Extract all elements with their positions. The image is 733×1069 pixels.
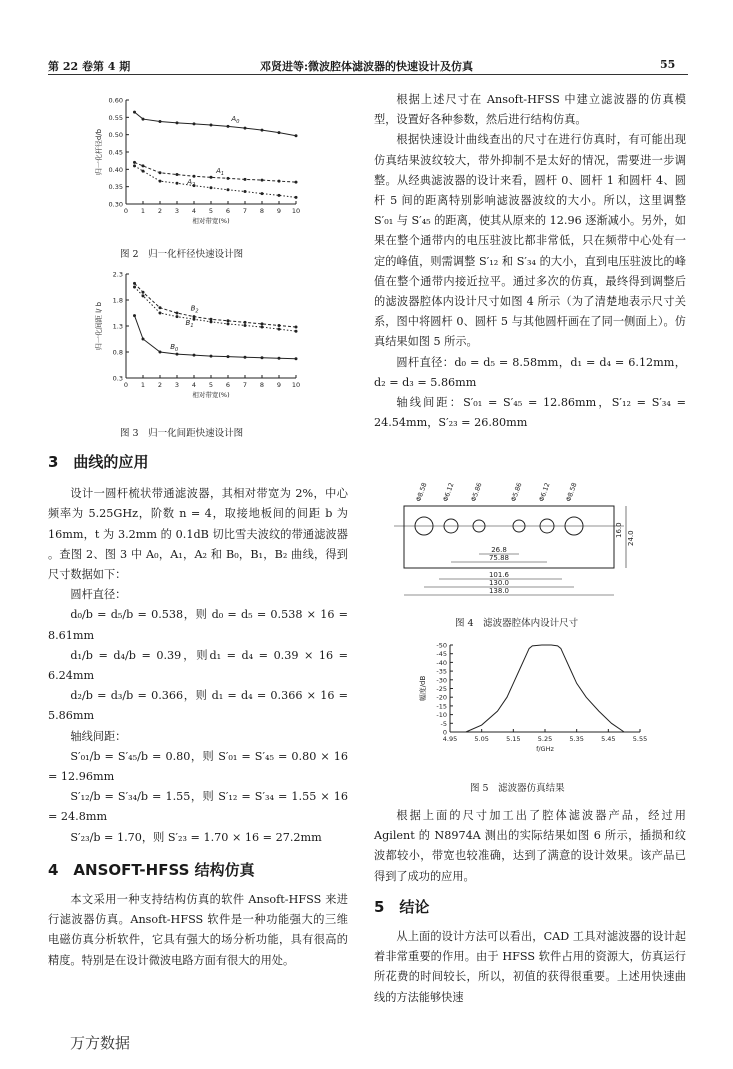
data-point	[159, 351, 162, 354]
y-tick-label: 1.8	[112, 296, 123, 305]
data-point	[159, 312, 162, 315]
data-point	[210, 355, 213, 358]
y-tick-label: 0.8	[112, 348, 123, 357]
data-point	[227, 177, 230, 180]
equation-d0: d₀/b = d₅/b = 0.538，则 d₀ = d₅ = 0.538 × 16 = 8.61mm	[48, 608, 348, 642]
x-tick-label: 5.15	[506, 735, 521, 743]
data-point	[227, 322, 230, 325]
right-paragraph-5: 根据上面的尺寸加工出了腔体滤波器产品，经过用 Agilent 的 N8974A 测出的实际结果如图 6 所示，插损和纹波都较小，带宽也较准确，达到了满意的设计效果。该产品已得到了成功的应用。	[374, 809, 686, 883]
data-point	[133, 286, 136, 289]
data-point	[193, 175, 196, 178]
data-point	[210, 123, 213, 126]
right-column-top	[374, 90, 686, 433]
x-tick-label: 7	[242, 381, 248, 389]
y-tick-label: 0.30	[108, 200, 123, 209]
x-axis-label: f/GHz	[536, 745, 554, 753]
y-tick-label: -10	[436, 711, 447, 720]
x-axis-label: 相对带宽(%)	[192, 391, 230, 399]
x-tick-label: 0	[123, 207, 129, 215]
data-point	[227, 319, 230, 322]
journal-volume: 第 22 卷第 4 期	[48, 60, 131, 73]
wanfang-data-logo: 万方数据	[70, 1034, 131, 1052]
page-number: 55	[660, 58, 676, 71]
equation-s23: S′₂₃/b = 1.70，则 S′₂₃ = 1.70 × 16 = 27.2mm	[70, 830, 322, 844]
right-paragraph-1: 根据上述尺寸在 Ansoft-HFSS 中建立滤波器的仿真模型，设置好各种参数，然后进行结构仿真。	[374, 93, 686, 127]
data-point	[193, 318, 196, 321]
rod-1-diameter: Φ6.12	[441, 481, 456, 503]
data-point	[295, 181, 298, 184]
data-point	[142, 291, 145, 294]
data-point	[176, 182, 179, 185]
figure-5-chart	[415, 640, 648, 775]
series-label-B2: $B_2$	[190, 304, 199, 315]
x-tick-label: 9	[276, 207, 282, 215]
data-point	[193, 122, 196, 125]
data-point	[227, 188, 230, 191]
data-point	[261, 356, 264, 359]
data-point	[142, 294, 145, 297]
y-tick-label: -30	[436, 676, 447, 685]
data-point	[210, 176, 213, 179]
data-point	[133, 282, 136, 285]
figure-5-caption: 图 5 滤波器仿真结果	[470, 783, 565, 794]
y-tick-label: 0.60	[108, 96, 123, 105]
series-line-main	[466, 645, 624, 732]
data-point	[278, 194, 281, 197]
series-line-B1	[135, 287, 297, 331]
data-point	[295, 330, 298, 333]
section-3-title: 3 曲线的应用	[48, 453, 149, 471]
y-tick-label: 0	[442, 728, 447, 737]
series-line-A0	[135, 112, 297, 136]
data-point	[176, 315, 179, 318]
final-axis-spacing: 轴线间距：S′₀₁ = S′₄₅ = 12.86mm，S′₁₂ = S′₃₄ = 24.54mm，S′₂₃ = 26.80mm	[374, 396, 686, 430]
data-point	[295, 134, 298, 137]
data-point	[261, 326, 264, 329]
y-tick-label: 0.45	[108, 148, 123, 157]
data-point	[133, 314, 136, 317]
y-tick-label: 0.55	[108, 113, 123, 122]
data-point	[176, 353, 179, 356]
dim-26-8: 26.8	[491, 546, 507, 554]
series-label-B1: $B_1$	[185, 318, 194, 329]
x-tick-label: 1	[140, 207, 146, 215]
dim-138-0: 138.0	[488, 587, 510, 595]
data-point	[159, 171, 162, 174]
data-point	[142, 118, 145, 121]
x-tick-label: 1	[140, 381, 146, 389]
right-paragraph-2: 根据快速设计曲线查出的尺寸在进行仿真时，有可能出现仿真结果波纹较大，带外抑制不是太好的情况，需要进一步调整。从经典滤波器的设计来看，圆杆 0、圆杆 1 和圆杆 4、圆杆 5 间的距离特别影响滤波器波纹的大小。所以，这里调整 S′₀₁ 与 S′₄₅ 的距离，使其从原来的 12.96 逐渐减小。另外，如果在整个通带内的电压驻波比都非常低，只在频带中心处有一定的峰值，则需调整 S′₁₂ 和 S′₃₄ 的大小，直到电压驻波比的峰值在整个通带内接近拉平。通过多次的仿真，最终得到调整后的滤波器腔体内设计尺寸如图 4 所示（为了清楚地表示尺寸关系，图中将圆杆 0、圆杆 5 与其他圆杆画在了同一侧面上）。仿真结果如图 5 所示。	[374, 133, 686, 349]
figure-3-chart	[58, 266, 378, 411]
data-point	[244, 356, 247, 359]
x-tick-label: 8	[259, 207, 265, 215]
rod-3-diameter: Φ5.86	[509, 481, 524, 503]
spacing-label: 轴线间距：	[70, 729, 127, 743]
data-point	[261, 129, 264, 132]
equation-d1: d₁/b = d₄/b = 0.39，则d₁ = d₄ = 0.39 × 16 = 6.24mm	[48, 648, 348, 683]
data-point	[133, 161, 136, 164]
data-point	[142, 164, 145, 167]
section-4-paragraph: 本文采用一种支持结构仿真的软件 Ansoft-HFSS 来进行滤波器仿真。Ansoft-HFSS 软件是一种功能强大的三维电磁仿真分析软件，它具有强大的场分析功能，具有很高的精度。特别是在设计微波电路方面有很大的用处。	[48, 893, 348, 967]
figure-2-caption: 图 2 归一化杆径快速设计图	[120, 249, 244, 260]
data-point	[210, 320, 213, 323]
data-point	[295, 326, 298, 329]
x-tick-label: 5.45	[601, 735, 616, 743]
series-label-A1: $A_1$	[216, 166, 225, 177]
y-tick-label: -35	[436, 667, 447, 676]
data-point	[227, 355, 230, 358]
series-label-B0: $B_0$	[170, 342, 179, 353]
x-tick-label: 4	[191, 381, 197, 389]
dim-75-88: 75.88	[488, 554, 510, 562]
series-label-A0: $A_0$	[231, 114, 240, 125]
data-point	[176, 312, 179, 315]
equation-s12: S′₁₂/b = S′₃₄/b = 1.55，则 S′₁₂ = S′₃₄ = 1.55 × 16 = 24.8mm	[48, 790, 348, 824]
data-point	[278, 328, 281, 331]
data-point	[295, 357, 298, 360]
data-point	[244, 190, 247, 193]
dim-101-6: 101.6	[488, 571, 510, 579]
final-rod-diameters: 圆杆直径：d₀ = d₅ = 8.58mm，d₁ = d₄ = 6.12mm，d₂ = d₃ = 5.86mm	[374, 355, 686, 389]
data-point	[159, 180, 162, 183]
data-point	[261, 322, 264, 325]
x-tick-label: 2	[157, 381, 163, 389]
dim-16-0: 16.0	[615, 522, 623, 538]
x-axis-label: 相对带宽(%)	[192, 217, 230, 225]
figure-4-diagram	[374, 481, 642, 606]
data-point	[210, 186, 213, 189]
section-4-title: 4 ANSOFT-HFSS 结构仿真	[48, 860, 255, 879]
equation-s01: S′₀₁/b = S′₄₅/b = 0.80，则 S′₀₁ = S′₄₅ = 0.80 × 16 = 12.96mm	[48, 749, 348, 784]
y-tick-label: -5	[440, 719, 447, 728]
x-tick-label: 0	[123, 381, 129, 389]
x-tick-label: 6	[225, 207, 231, 215]
data-point	[193, 315, 196, 318]
data-point	[159, 306, 162, 309]
data-point	[261, 192, 264, 195]
series-label-A2: $A_2$	[187, 178, 196, 189]
data-point	[278, 180, 281, 183]
rod-5-diameter: Φ8.58	[564, 481, 579, 503]
x-tick-label: 5.55	[632, 735, 648, 743]
figure-2-chart	[58, 92, 378, 232]
section-3-paragraph: 设计一圆杆梳状带通滤波器，其相对带宽为 2%，中心频率为 5.25GHz，阶数 n = 4，取接地板间的间距 b 为 16mm，t 为 3.2mm 的 0.1dB 切比雪夫波纹的带通滤波器 。查图 2、图 3 中 A₀，A₁，A₂ 和 B₀，B₁，B₂ 曲线，得到尺寸数据如下：	[48, 487, 348, 582]
conclusion-paragraph: 从上面的设计方法可以看出，CAD 工具对滤波器的设计起着非常重要的作用。由于 HFSS 软件占用的资源大，仿真运行所花费的时间较长，所以，初值的获得很重要。上述用快速曲线的方法能够快速	[374, 930, 686, 1004]
y-tick-label: -45	[436, 650, 447, 659]
data-point	[176, 173, 179, 176]
x-tick-label: 4	[191, 207, 197, 215]
x-tick-label: 8	[259, 381, 265, 389]
right-column-bottom	[374, 806, 686, 1008]
rod-4-diameter: Φ6.12	[537, 481, 552, 503]
x-tick-label: 4.95	[442, 735, 458, 743]
x-tick-label: 2	[157, 207, 163, 215]
y-tick-label: 0.35	[108, 183, 123, 192]
y-tick-label: -15	[436, 702, 447, 711]
x-tick-label: 5.05	[474, 735, 489, 743]
data-point	[142, 170, 145, 173]
data-point	[133, 164, 136, 167]
y-tick-label: 2.3	[112, 270, 123, 279]
x-tick-label: 5.35	[569, 735, 584, 743]
y-axis-label: 归一化杆径d/b	[95, 128, 103, 176]
y-tick-label: -40	[436, 658, 447, 667]
y-axis-label: 幅度/dB	[419, 675, 427, 702]
data-point	[133, 111, 136, 114]
x-tick-label: 10	[291, 207, 301, 215]
section-5-title: 5 结论	[374, 897, 430, 916]
x-tick-label: 3	[174, 207, 180, 215]
data-point	[244, 127, 247, 130]
y-tick-label: -25	[436, 685, 447, 693]
x-tick-label: 6	[225, 381, 231, 389]
x-tick-label: 5	[208, 381, 214, 389]
dim-24-0: 24.0	[627, 530, 635, 546]
data-point	[159, 120, 162, 123]
rod-0-diameter: Φ8.58	[414, 481, 429, 503]
data-point	[227, 125, 230, 128]
data-point	[261, 179, 264, 182]
data-point	[244, 324, 247, 327]
data-point	[278, 324, 281, 327]
figure-3-caption: 图 3 归一化间距快速设计图	[120, 428, 244, 439]
y-tick-label: -20	[436, 693, 447, 702]
rod-2-diameter: Φ5.86	[469, 481, 484, 503]
data-point	[210, 318, 213, 321]
x-tick-label: 9	[276, 381, 282, 389]
x-tick-label: 3	[174, 381, 180, 389]
y-axis-label: 归一化间距 l/ b	[95, 301, 103, 351]
header-rule	[48, 74, 688, 75]
data-point	[142, 338, 145, 341]
y-tick-label: 0.40	[108, 165, 123, 174]
series-line-B2	[135, 283, 297, 327]
x-tick-label: 10	[291, 381, 301, 389]
equation-d2: d₂/b = d₃/b = 0.366，则 d₁ = d₄ = 0.366 × 16 = 5.86mm	[48, 689, 348, 723]
data-point	[244, 178, 247, 181]
y-tick-label: 0.3	[112, 374, 123, 383]
data-point	[278, 357, 281, 360]
y-tick-label: -50	[436, 641, 447, 650]
data-point	[295, 196, 298, 199]
left-column	[48, 452, 348, 971]
y-tick-label: 1.3	[112, 322, 123, 331]
data-point	[176, 121, 179, 124]
data-point	[193, 354, 196, 357]
data-point	[278, 131, 281, 134]
dim-130-0: 130.0	[488, 579, 510, 587]
figure-4-caption: 图 4 滤波器腔体内设计尺寸	[455, 618, 579, 629]
x-tick-label: 5	[208, 207, 214, 215]
x-tick-label: 5.25	[537, 735, 553, 743]
x-tick-label: 7	[242, 207, 248, 215]
data-point	[244, 321, 247, 324]
y-tick-label: 0.50	[108, 131, 123, 140]
rod-diameter-label: 圆杆直径：	[70, 588, 127, 602]
running-title: 邓贤进等:微波腔体滤波器的快速设计及仿真	[260, 60, 474, 73]
